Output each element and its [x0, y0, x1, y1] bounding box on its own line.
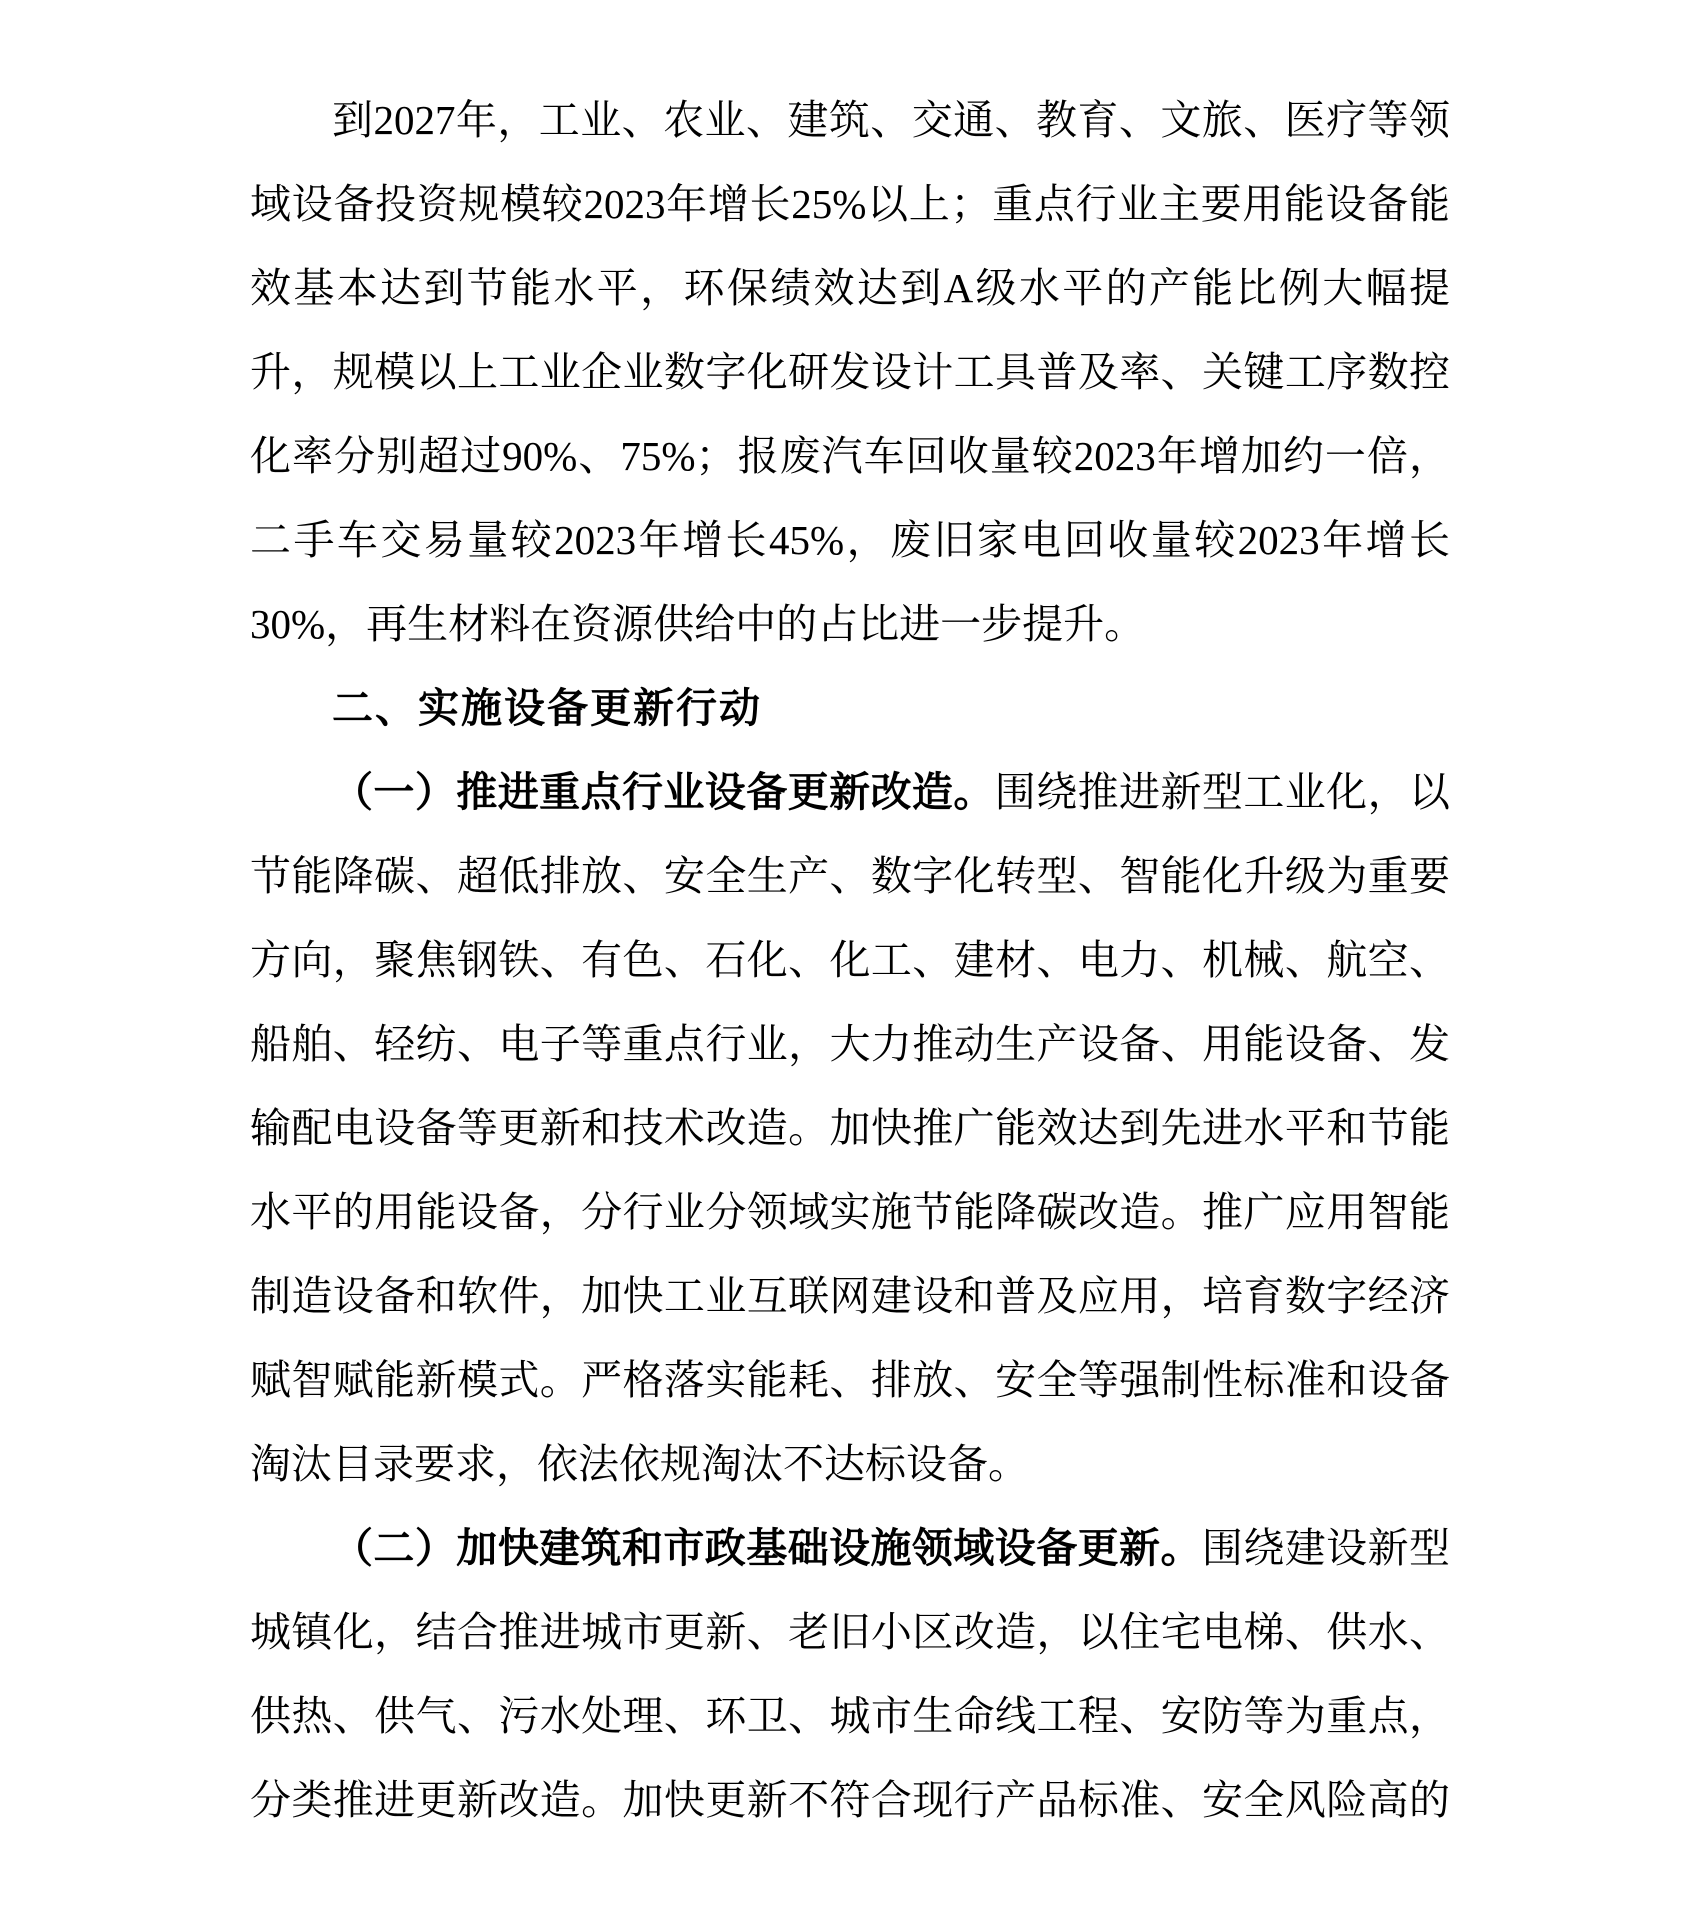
document-page — [250, 78, 1450, 1842]
text-line-15 — [250, 1254, 1450, 1338]
body-text: 输配电设备等更新和技术改造。加快推广能效达到先进水平和节能 — [250, 1105, 1450, 1151]
text-line-21 — [250, 1758, 1450, 1842]
body-text: 水平的用能设备，分行业分领域实施节能降碳改造。推广应用智能 — [250, 1189, 1450, 1235]
body-text: 化率分别超过90%、75%；报废汽车回收量较2023年增加约一倍， — [250, 433, 1450, 479]
body-text: 30%，再生材料在资源供给中的占比进一步提升。 — [250, 601, 1146, 647]
body-text: 围绕推进新型工业化，以 — [994, 769, 1450, 815]
section-heading: 二、实施设备更新行动 — [332, 685, 762, 731]
text-line-17 — [250, 1422, 1450, 1506]
body-text: 围绕建设新型 — [1201, 1525, 1450, 1571]
body-text: 节能降碳、超低排放、安全生产、数字化转型、智能化升级为重要 — [250, 853, 1450, 899]
body-text: 到2027年，工业、农业、建筑、交通、教育、文旅、医疗等领 — [332, 97, 1450, 143]
text-line-18 — [250, 1506, 1450, 1590]
body-text: 城镇化，结合推进城市更新、老旧小区改造，以住宅电梯、供水、 — [250, 1609, 1450, 1655]
text-line-4 — [250, 330, 1450, 414]
body-text: 供热、供气、污水处理、环卫、城市生命线工程、安防等为重点， — [250, 1693, 1450, 1739]
text-line-10 — [250, 834, 1450, 918]
body-text: 方向，聚焦钢铁、有色、石化、化工、建材、电力、机械、航空、 — [250, 937, 1450, 983]
text-line-8 — [250, 666, 1450, 750]
body-text: 升，规模以上工业企业数字化研发设计工具普及率、关键工序数控 — [250, 349, 1450, 395]
text-line-14 — [250, 1170, 1450, 1254]
text-line-19 — [250, 1590, 1450, 1674]
text-line-3 — [250, 246, 1450, 330]
text-line-12 — [250, 1002, 1450, 1086]
subsection-heading: （二）加快建筑和市政基础设施领域设备更新。 — [332, 1525, 1202, 1571]
text-line-6 — [250, 498, 1450, 582]
text-line-20 — [250, 1674, 1450, 1758]
subsection-heading: （一）推进重点行业设备更新改造。 — [332, 769, 995, 815]
body-text: 制造设备和软件，加快工业互联网建设和普及应用，培育数字经济 — [250, 1273, 1450, 1319]
text-line-11 — [250, 918, 1450, 1002]
text-line-5 — [250, 414, 1450, 498]
text-line-16 — [250, 1338, 1450, 1422]
body-text: 二手车交易量较2023年增长45%，废旧家电回收量较2023年增长 — [250, 517, 1450, 563]
text-line-2 — [250, 162, 1450, 246]
text-line-1 — [250, 78, 1450, 162]
body-text: 淘汰目录要求，依法依规淘汰不达标设备。 — [250, 1441, 1029, 1487]
text-line-7 — [250, 582, 1450, 666]
text-line-13 — [250, 1086, 1450, 1170]
body-text: 效基本达到节能水平，环保绩效达到A级水平的产能比例大幅提 — [250, 265, 1450, 311]
text-line-9 — [250, 750, 1450, 834]
body-text: 分类推进更新改造。加快更新不符合现行产品标准、安全风险高的 — [250, 1777, 1450, 1823]
body-text: 船舶、轻纺、电子等重点行业，大力推动生产设备、用能设备、发 — [250, 1021, 1450, 1067]
body-text: 赋智赋能新模式。严格落实能耗、排放、安全等强制性标准和设备 — [250, 1357, 1450, 1403]
body-text: 域设备投资规模较2023年增长25%以上；重点行业主要用能设备能 — [250, 181, 1450, 227]
